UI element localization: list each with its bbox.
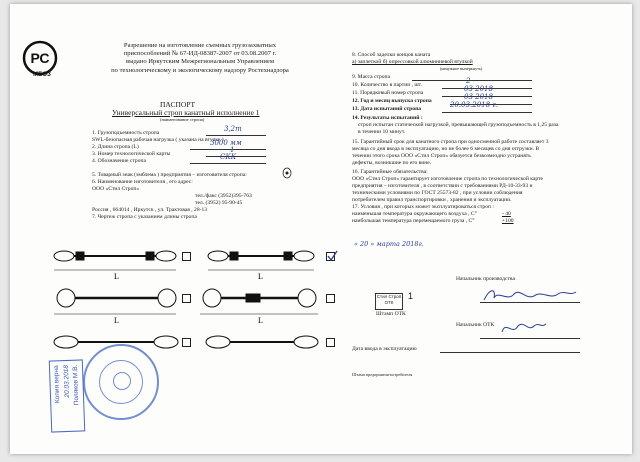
header-line: Разрешение на изготовление съемных грузозахватных [123, 42, 277, 49]
item16-text: техническими условиями по ГОСТ 25573-82 , при условии соблюдения [352, 190, 523, 196]
product-name: Универсальный строп канатный исполнение 1 [112, 108, 260, 117]
copy-stamp-date: 20.03.2018 [62, 364, 72, 398]
commission-date-label: Дата ввода в эксплуатацию [352, 346, 417, 352]
field-techcard-label: 3. Номер технологической карты [92, 151, 171, 157]
otk-head-label: Начальник ОТК [456, 322, 495, 328]
product-note: (наименование стропа) [160, 117, 205, 122]
sling-drawings [50, 236, 350, 364]
item15-text: месяца со дня ввода в эксплуатацию, но не более 6 месяцев со дня отгрузки. В [352, 146, 540, 152]
length-label: L [114, 316, 119, 325]
passport-document [10, 4, 632, 454]
otk-stamp: Стил Строп ОТК [375, 293, 403, 310]
item13-label: 13. Дата испытаний стропа [352, 106, 422, 112]
header-line: выдано Иркутским Межрегиональным Управлением [125, 58, 275, 66]
item13-value: 20.03.2018 г. [450, 101, 499, 109]
consumer-stamp-label: Штамп предприятия-потребителя [352, 372, 413, 377]
copy-stamp-name: Поляков М.В. [71, 364, 81, 406]
field-length-value: 3000 мм [210, 139, 242, 147]
temp-min-label: наименьшая температура окружающего воздуха , С° [352, 211, 477, 217]
copy-stamp-title: Копия верна [52, 365, 62, 404]
header-line: по технологическому и экологическому надзору Ростехнадзора [111, 66, 289, 74]
item15-text: течении этого срока ООО «Стил Строп» обязуется безвозмездно устранять [352, 153, 531, 159]
item12-label: 12. Год и месяц выпуска стропа [352, 98, 432, 104]
item12-value: 03 2018 [464, 93, 493, 101]
item14-label: 14. Результаты испытаний : [352, 115, 423, 121]
logo-abbr: МБОЗ [33, 72, 51, 78]
checkmark-icon [326, 250, 338, 262]
seal-stamp [83, 344, 159, 420]
item15-text: 15. Гарантийный срок для канатного стропа при односменной работе составляет 3 [352, 139, 549, 145]
field-length-label: 2. Длина стропа (L) [92, 144, 139, 150]
item7-drawing: 7. Чертеж стропа с указанием длины стропа [92, 214, 197, 220]
item16-title: 16. Гарантийные обязательства: [352, 169, 428, 175]
item14-text: строп испытан статической нагрузкой, превышающей грузоподъемность в 1,25 раза [358, 122, 559, 128]
item16-text: ООО «Стил Строп» гарантирует изготовление стропа по технологической карте [352, 176, 543, 182]
item8-label: 8. Способ заделки концов каната [352, 52, 431, 58]
item17-label: 17. Условия , при которых может эксплуатироваться строп : [352, 204, 494, 210]
drawing-checkbox[interactable] [326, 338, 335, 347]
production-head-label: Начальник производства [456, 276, 515, 282]
passport-title: ПАСПОРТ [160, 100, 196, 109]
item14-text: в течении 10 минут. [358, 129, 406, 135]
maker-phone2: тел. (3952) 95-90-45 [195, 200, 243, 206]
otk-stamp-label: Штамп ОТК [376, 311, 406, 317]
length-label: L [258, 272, 263, 281]
field-designation-label: 4. Обозначение стропа [92, 158, 146, 164]
temp-max-label: наибольшая температура перемещаемого груза , С° [352, 218, 475, 224]
item10-value: 2 [466, 77, 471, 85]
drawing-checkbox[interactable] [326, 294, 335, 303]
svg-text:РС: РС [30, 50, 50, 66]
item8-note: (ненужное вычеркнуть) [440, 66, 483, 71]
permission-header [50, 42, 350, 75]
field-capacity-value: 3,2т [224, 125, 242, 133]
maker-company: ООО «Стил Строп» [92, 186, 140, 192]
field-swl-label: SWL-безопасная рабочая нагрузка ( указана на втулке ). [92, 137, 225, 143]
sign-date: « 20 » марта 2018г. [354, 240, 424, 248]
item10-label: 10. Количество в партии , шт. [352, 82, 423, 88]
length-label: L [114, 272, 119, 281]
item9-label: 9. Масса стропа [352, 74, 391, 80]
header-line: приспособлений № 67-ИД-08387-2007 от 03.08.2007 г. [123, 50, 277, 58]
length-label: L [258, 316, 263, 325]
item11-value: 03 2018 [464, 85, 493, 93]
item15-text: дефекты, возникшие по его вине. [352, 160, 432, 166]
temp-max-value: +100 [502, 218, 514, 224]
maker-phone1: тел./факс (3952)395-763 [195, 193, 252, 199]
otk-stamp-number: 1 [408, 291, 414, 301]
item11-label: 11. Порядковый номер стропа [352, 90, 424, 96]
drawing-checkbox[interactable] [182, 294, 191, 303]
maker-address: Россия , 664014 , Иркутск , ул. Трактовая , 28-13 [92, 207, 208, 213]
item16-text: потребителем правил транспортировки , хранения и эксплуатации. [352, 197, 512, 203]
copy-correct-stamp [49, 359, 85, 432]
otk-signature [498, 318, 548, 338]
drawing-checkbox[interactable] [182, 338, 191, 347]
drawing-checkbox[interactable] [182, 252, 191, 261]
item6-maker: 6. Наименование изготовителя , его адрес: [92, 179, 193, 185]
trademark-icon [282, 167, 292, 179]
field-designation-value: СКК [220, 153, 237, 161]
field-capacity-label: 1. Грузоподъемность стропа [92, 130, 160, 136]
item16-text: предприятия – изготовителя , в соответствии с требованиями РД-10-33-93 и [352, 183, 533, 189]
item5-trademark: 5. Товарный знак (эмблема ) предприятия – изготовителя стропа: [92, 172, 247, 178]
temp-min-value: - 40 [502, 211, 511, 217]
item8-options: а) заплеткой б) опрессовкой алюминиевой втулкой [352, 59, 473, 65]
field-techcard-value: 1 [230, 146, 235, 154]
